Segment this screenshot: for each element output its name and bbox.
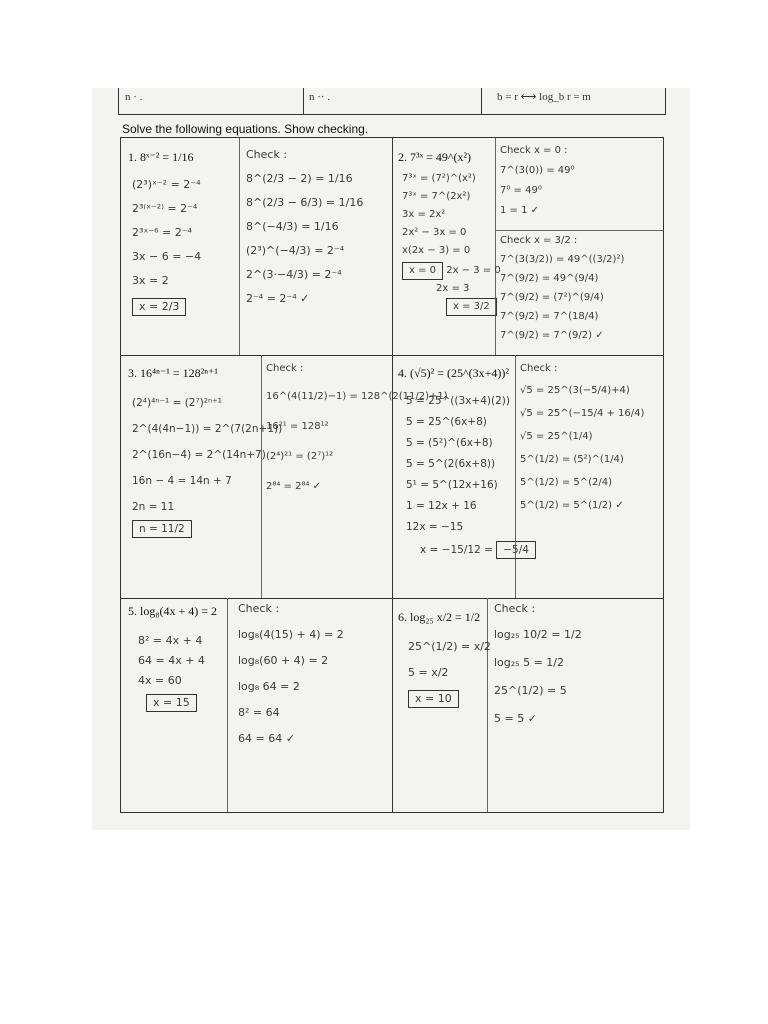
problem-5-check: [238, 602, 344, 758]
check-title: Check :: [238, 602, 280, 615]
work-line: 16n − 4 = 14n + 7: [132, 475, 232, 487]
check-line: 64 = 64 ✓: [238, 732, 295, 745]
problem-2-check-a: [500, 144, 575, 224]
work-line: 1 = 12x + 16: [406, 500, 477, 512]
check-title: Check :: [246, 148, 288, 161]
check-line: 8^(2/3 − 2) = 1/16: [246, 172, 353, 185]
work-line: 25^(1/2) = x/2: [408, 640, 491, 653]
work-line: 5 = (5²)^(6x+8): [406, 437, 493, 449]
instructions: Solve the following equations. Show checking.: [122, 122, 369, 136]
check-line: 5 = 5 ✓: [494, 712, 537, 725]
boxed-answer: x = 2/3: [132, 298, 186, 316]
check-title: Check :: [266, 363, 304, 374]
check-line: log₂₅ 10/2 = 1/2: [494, 628, 582, 641]
check-line: 5^(1/2) = 5^(2/4): [520, 477, 613, 488]
boxed-answer: n = 11/2: [132, 520, 192, 538]
problem-6-work: [408, 640, 491, 708]
check-line: √5 = 25^(1/4): [520, 431, 593, 442]
problem-5-work: [138, 634, 205, 712]
work-line: 4x = 60: [138, 674, 182, 687]
work-line: 64 = 4x + 4: [138, 654, 205, 667]
check-line: 7^(3(0)) = 49⁰: [500, 165, 575, 176]
work-line: 3x = 2x²: [402, 209, 446, 220]
problem-1-statement: 1. 8ˣ⁻² = 1/16: [128, 150, 194, 164]
check-line: 2⁸⁴ = 2⁸⁴ ✓: [266, 481, 322, 492]
check-line: 16^(4(11/2)−1) = 128^(2(11/2)+1): [266, 391, 448, 402]
check-title: Check x = 3/2 :: [500, 235, 578, 246]
boxed-answer: −5/4: [496, 541, 536, 559]
top-cell-2: n ·· .: [309, 91, 331, 103]
problem-2-work: [402, 172, 501, 316]
check-title: Check x = 0 :: [500, 145, 568, 156]
check-line: 7^(9/2) = 7^(9/2) ✓: [500, 330, 604, 341]
work-line: 8² = 4x + 4: [138, 634, 203, 647]
check-line: 25^(1/2) = 5: [494, 684, 567, 697]
previous-table-fragment: [118, 88, 666, 115]
problem-2-check-b: [500, 234, 624, 348]
check-line: 16²¹ = 128¹²: [266, 421, 329, 432]
check-line: (2³)^(−4/3) = 2⁻⁴: [246, 244, 345, 257]
work-line: 5 = 25^(6x+8): [406, 416, 487, 428]
problem-3-statement: 3. 16⁴ⁿ⁻¹ = 128²ⁿ⁺¹: [128, 366, 218, 380]
boxed-answer: x = 3/2: [446, 298, 497, 316]
work-line: (2³)ˣ⁻² = 2⁻⁴: [132, 178, 201, 191]
boxed-answer: x = 10: [408, 690, 459, 708]
boxed-answer: x = 15: [146, 694, 197, 712]
work-line: 3x − 6 = −4: [132, 250, 202, 263]
boxed-answer: x = 0: [402, 262, 443, 280]
problem-4-work: [406, 394, 536, 569]
problem-4-check: [520, 362, 644, 522]
check-line: 8^(−4/3) = 1/16: [246, 220, 339, 233]
problem-1-check: [246, 148, 363, 316]
problem-4-statement: 4. (√5)² = (25^(3x+4))²: [398, 366, 509, 380]
check-line: 2^(3·−4/3) = 2⁻⁴: [246, 268, 342, 281]
work-line: 2x − 3 = 0: [446, 265, 501, 276]
top-cell-1: n · .: [125, 91, 143, 103]
work-line: 5 = 5^(2(6x+8)): [406, 458, 496, 470]
problem-2-statement: 2. 7³ˣ = 49^(x²): [398, 150, 472, 164]
check-title: Check :: [494, 602, 536, 615]
work-line: 2x² − 3x = 0: [402, 227, 467, 238]
work-line: x = −15/12 =: [420, 544, 493, 556]
work-line: (2⁴)⁴ⁿ⁻¹ = (2⁷)²ⁿ⁺¹: [132, 397, 222, 409]
problem-1-work: [132, 178, 201, 316]
problem-3-work: [132, 396, 282, 538]
work-line: 12x = −15: [406, 521, 464, 533]
check-line: 1 = 1 ✓: [500, 205, 540, 216]
check-line: 5^(1/2) = 5^(1/2) ✓: [520, 500, 624, 511]
work-line: 2n = 11: [132, 501, 175, 513]
check-line: √5 = 25^(3(−5/4)+4): [520, 385, 630, 396]
check-line: 7⁰ = 49⁰: [500, 185, 542, 196]
check-line: 8² = 64: [238, 706, 280, 719]
work-line: 2³⁽ˣ⁻²⁾ = 2⁻⁴: [132, 202, 198, 215]
work-line: 5¹ = 5^(12x+16): [406, 479, 498, 491]
problem-6-statement: 6. log₂₅ x/2 = 1/2: [398, 610, 481, 624]
work-line: 5 = 25^((3x+4)(2)): [406, 395, 510, 407]
check-line: log₈(60 + 4) = 2: [238, 654, 329, 667]
check-line: 2⁻⁴ = 2⁻⁴ ✓: [246, 292, 310, 305]
check-line: log₈ 64 = 2: [238, 680, 300, 693]
check-line: 8^(2/3 − 6/3) = 1/16: [246, 196, 364, 209]
check-line: 7^(9/2) = (7²)^(9/4): [500, 292, 604, 303]
work-line: 5 = x/2: [408, 666, 449, 679]
problem-5-statement: 5. log₈(4x + 4) = 2: [128, 604, 218, 618]
work-line: 7³ˣ = 7^(2x²): [402, 191, 471, 202]
work-line: 2^(4(4n−1)) = 2^(7(2n+1)): [132, 423, 283, 435]
check-line: 7^(9/2) = 7^(18/4): [500, 311, 599, 322]
check-line: log₈(4(15) + 4) = 2: [238, 628, 344, 641]
check-line: 5^(1/2) = (5²)^(1/4): [520, 454, 624, 465]
work-line: 2x = 3: [436, 283, 470, 294]
check-line: 7^(3(3/2)) = 49^((3/2)²): [500, 254, 625, 265]
work-line: 2³ˣ⁻⁶ = 2⁻⁴: [132, 226, 192, 239]
top-cell-3: b = r ⟷ log_b r = m: [497, 91, 591, 103]
check-line: log₂₅ 5 = 1/2: [494, 656, 564, 669]
problem-6-check: [494, 602, 582, 740]
check-line: (2⁴)²¹ = (2⁷)¹²: [266, 451, 334, 462]
work-line: 7³ˣ = (7²)^(x²): [402, 173, 476, 184]
check-title: Check :: [520, 363, 558, 374]
check-line: √5 = 25^(−15/4 + 16/4): [520, 408, 645, 419]
work-line: 2^(16n−4) = 2^(14n+7): [132, 449, 266, 461]
check-line: 7^(9/2) = 49^(9/4): [500, 273, 599, 284]
work-line: 3x = 2: [132, 274, 169, 287]
work-line: x(2x − 3) = 0: [402, 245, 471, 256]
